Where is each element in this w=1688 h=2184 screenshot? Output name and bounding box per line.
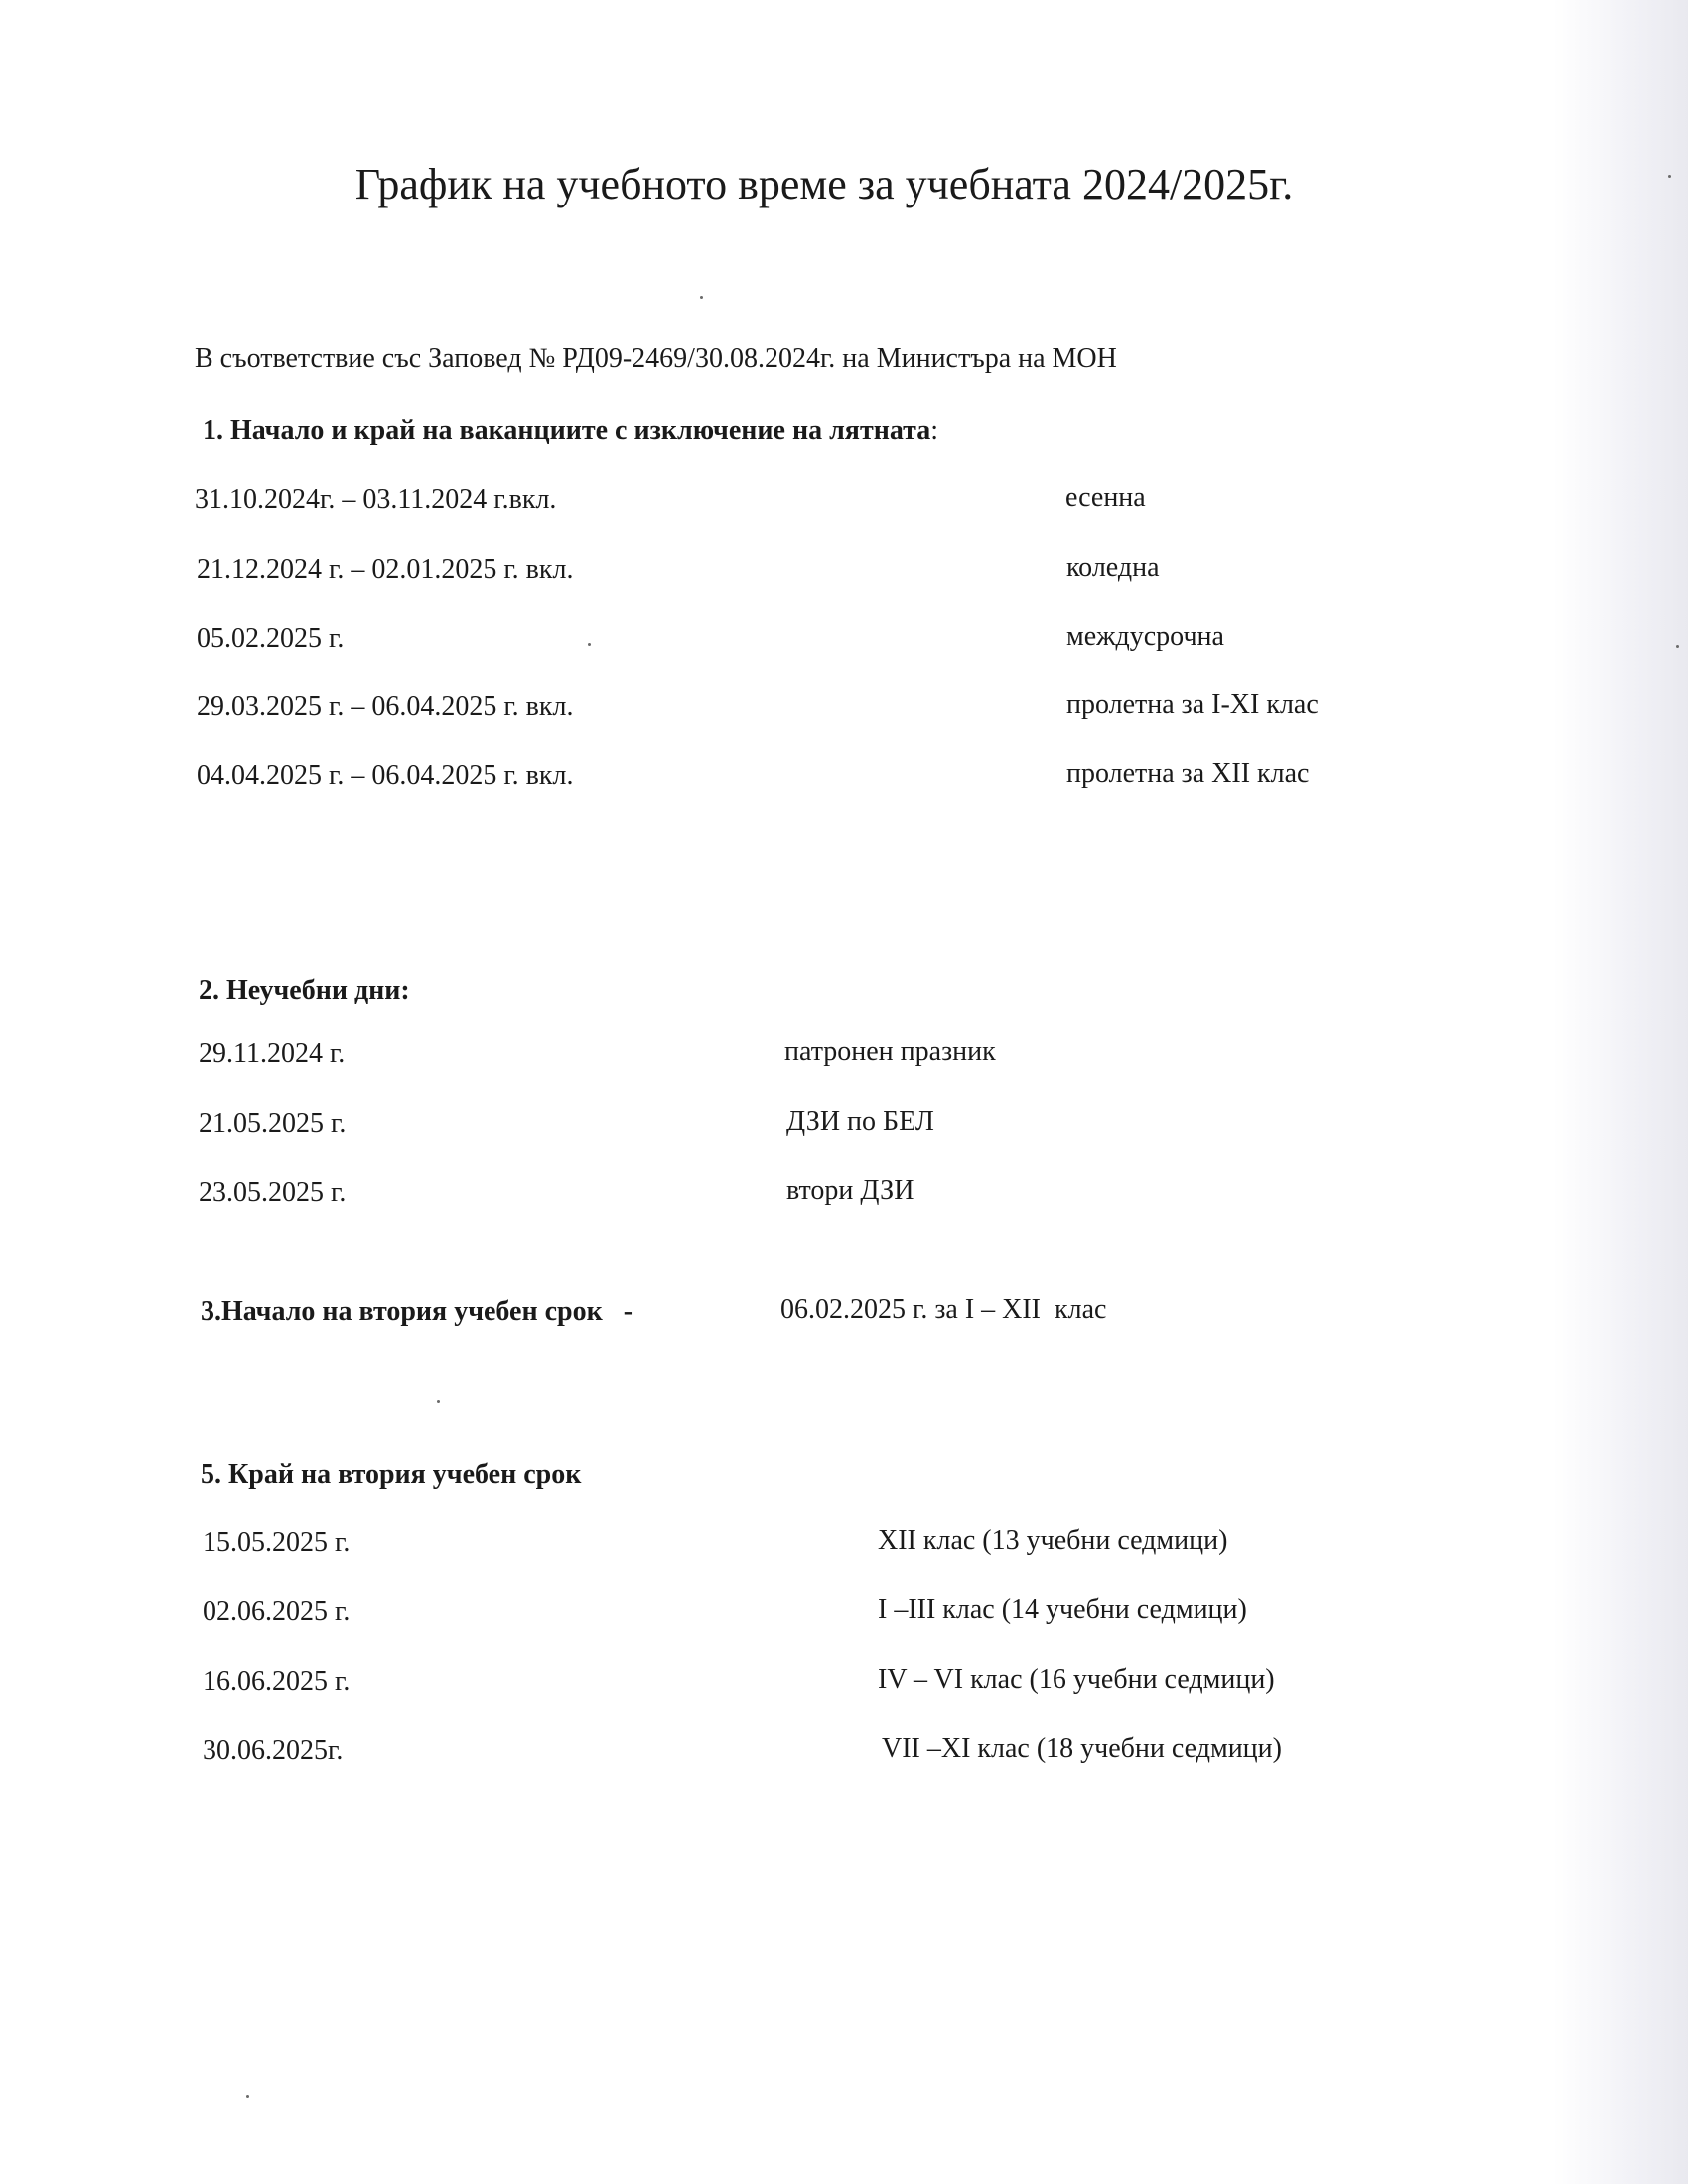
scan-speck: [588, 643, 591, 646]
scan-speck: [437, 1400, 440, 1403]
term-end-date: 30.06.2025г.: [203, 1735, 344, 1766]
vacation-date: 04.04.2025 г. – 06.04.2025 г. вкл.: [197, 760, 574, 791]
term-end-label: VII –XI клас (18 учебни седмици): [882, 1733, 1282, 1764]
non-school-day-date: 29.11.2024 г.: [199, 1038, 346, 1069]
scan-speck: [1668, 175, 1671, 178]
section1-heading-colon: :: [930, 415, 938, 446]
term-end-label: I –III клас (14 учебни седмици): [878, 1594, 1247, 1625]
vacation-label: пролетна за I-XI клас: [1066, 689, 1319, 720]
non-school-day-label: ДЗИ по БЕЛ: [786, 1106, 934, 1137]
term-end-date: 16.06.2025 г.: [203, 1666, 351, 1697]
vacation-label: коледна: [1066, 552, 1160, 583]
non-school-day-date: 21.05.2025 г.: [199, 1108, 347, 1139]
term-end-date: 15.05.2025 г.: [203, 1527, 351, 1558]
section1-heading-text: 1. Начало и край на ваканциите с изключение на лятната: [203, 415, 931, 446]
vacation-label: пролетна за XII клас: [1066, 758, 1310, 789]
term-end-label: IV – VI клас (16 учебни седмици): [878, 1664, 1275, 1695]
term-end-date: 02.06.2025 г.: [203, 1596, 351, 1627]
vacation-label: междусрочна: [1066, 621, 1224, 652]
document-title: График на учебното време за учебната 2024/2025г.: [354, 160, 1294, 208]
vacation-date: 21.12.2024 г. – 02.01.2025 г. вкл.: [197, 554, 574, 585]
scan-speck: [1676, 645, 1679, 648]
scan-speck: [246, 2095, 249, 2098]
intro-text: В съответствие със Заповед № РД09-2469/30.08.2024г. на Министъра на МОН: [195, 343, 1117, 374]
non-school-day-label: патронен празник: [784, 1036, 996, 1067]
section1-heading: [203, 415, 938, 447]
vacation-date: 31.10.2024г. – 03.11.2024 г.вкл.: [195, 484, 557, 515]
section3-heading: 3.Начало на втория учебен срок -: [201, 1297, 633, 1327]
vacation-date: 29.03.2025 г. – 06.04.2025 г. вкл.: [197, 691, 574, 722]
non-school-day-label: втори ДЗИ: [786, 1175, 914, 1206]
section5-heading: 5. Край на втория учебен срок: [201, 1459, 582, 1490]
non-school-day-date: 23.05.2025 г.: [199, 1177, 347, 1208]
section2-heading: 2. Неучебни дни:: [199, 975, 410, 1006]
vacation-date: 05.02.2025 г.: [197, 623, 345, 654]
section3-value: 06.02.2025 г. за I – XII клас: [780, 1295, 1107, 1325]
term-end-label: XII клас (13 учебни седмици): [878, 1525, 1228, 1556]
vacation-label: есенна: [1065, 482, 1146, 513]
scan-speck: [700, 296, 703, 299]
